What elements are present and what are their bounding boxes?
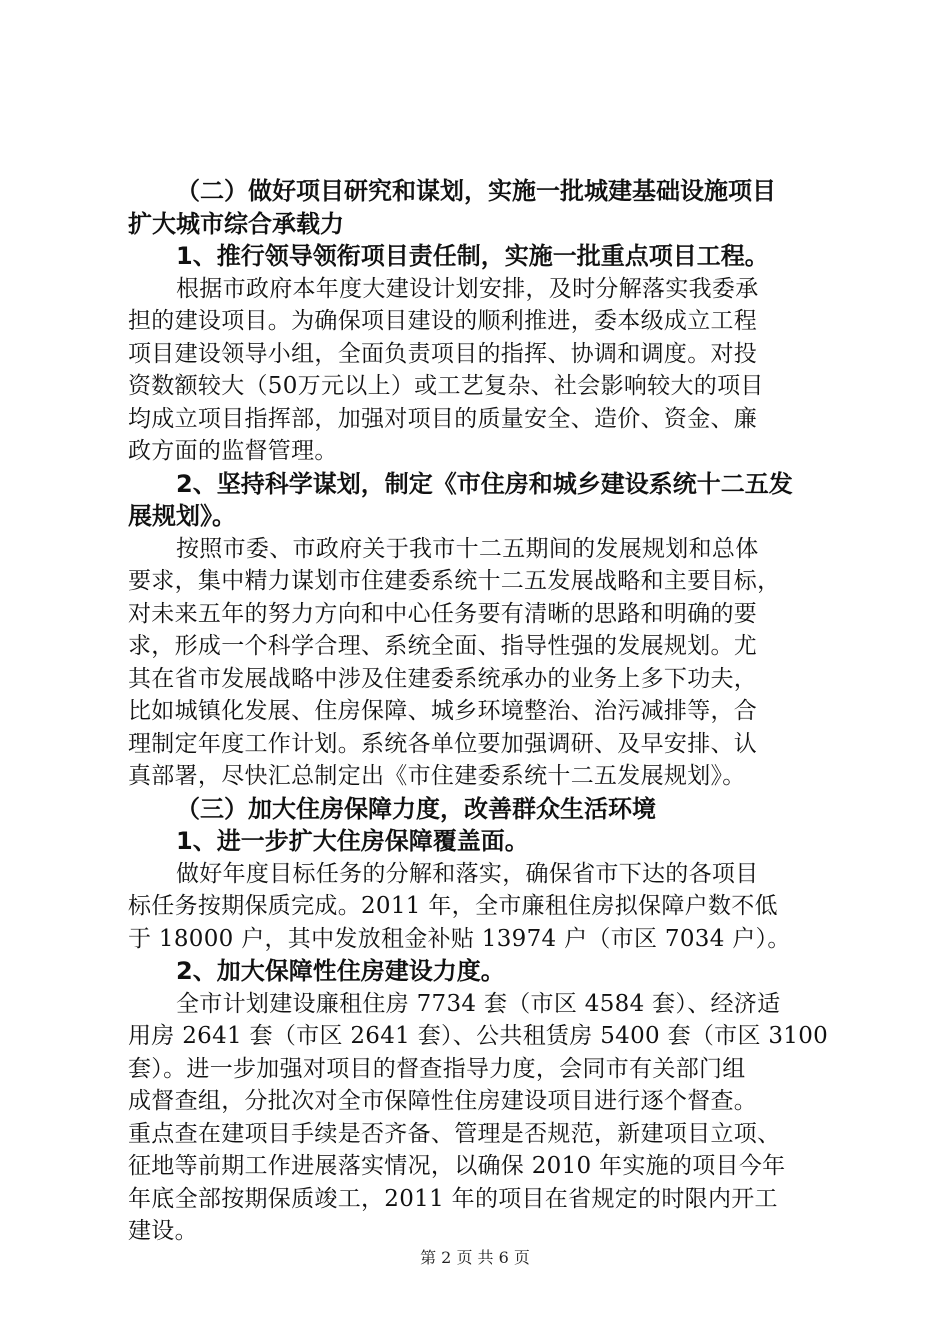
section-heading-line: 1、进一步扩大住房保障覆盖面。 bbox=[176, 827, 529, 855]
section-heading-line: 扩大城市综合承载力 bbox=[128, 209, 344, 238]
paragraph-line: 套）。进一步加强对项目的督查指导力度，会同市有关部门组 bbox=[128, 1055, 746, 1082]
paragraph-line: 政方面的监督管理。 bbox=[128, 438, 338, 464]
paragraph-line: 理制定年度工作计划。系统各单位要加强调研、及早安排、认 bbox=[128, 730, 758, 757]
paragraph-line: 担的建设项目。为确保项目建设的顺利推进，委本级成立工程 bbox=[128, 308, 758, 334]
paragraph-line: 做好年度目标任务的分解和落实，确保省市下达的各项目 bbox=[176, 860, 759, 887]
paragraph-line: 对未来五年的努力方向和中心任务要有清晰的思路和明确的要 bbox=[128, 600, 758, 627]
paragraph-line: 比如城镇化发展、住房保障、城乡环境整治、治污减排等，合 bbox=[128, 698, 758, 724]
section-heading-line: 2、加大保障性住房建设力度。 bbox=[176, 957, 505, 985]
section-heading-line: （三）加大住房保障力度，改善群众生活环境 bbox=[176, 794, 656, 823]
paragraph-line: 年底全部按期保质竣工，2011 年的项目在省规定的时限内开工 bbox=[128, 1185, 778, 1212]
section-heading-line: （二）做好项目研究和谋划，实施一批城建基础设施项目 bbox=[176, 177, 776, 205]
paragraph-line: 重点查在建项目手续是否齐备、管理是否规范，新建项目立项、 bbox=[128, 1120, 781, 1147]
page-footer: 第 2 页 共 6 页 bbox=[420, 1248, 530, 1267]
section-heading-line: 展规划》。 bbox=[128, 502, 236, 530]
paragraph-line: 真部署，尽快汇总制定出《市住建委系统十二五发展规划》。 bbox=[128, 763, 746, 789]
paragraph-line: 根据市政府本年度大建设计划安排，及时分解落实我委承 bbox=[176, 275, 759, 302]
paragraph-line: 全市计划建设廉租住房 7734 套（市区 4584 套）、经济适 bbox=[176, 990, 781, 1017]
paragraph-line: 建设。 bbox=[128, 1218, 198, 1244]
paragraph-line: 标任务按期保质完成。2011 年，全市廉租住房拟保障户数不低 bbox=[128, 893, 778, 919]
paragraph-line: 要求，集中精力谋划市住建委系统十二五发展战略和主要目标， bbox=[128, 568, 781, 594]
section-heading-line: 2、坚持科学谋划，制定《市住房和城乡建设系统十二五发 bbox=[176, 469, 793, 498]
document-body bbox=[128, 175, 834, 1248]
paragraph-line: 求，形成一个科学合理、系统全面、指导性强的发展规划。尤 bbox=[128, 633, 758, 659]
paragraph-line: 于 18000 户，其中发放租金补贴 13974 户（市区 7034 户）。 bbox=[128, 925, 791, 952]
paragraph-line: 其在省市发展战略中涉及住建委系统承办的业务上多下功夫， bbox=[128, 665, 758, 692]
paragraph-line: 项目建设领导小组，全面负责项目的指挥、协调和调度。对投 bbox=[128, 340, 758, 367]
paragraph-line: 成督查组，分批次对全市保障性住房建设项目进行逐个督查。 bbox=[128, 1088, 758, 1114]
paragraph-line: 按照市委、市政府关于我市十二五期间的发展规划和总体 bbox=[176, 535, 759, 562]
paragraph-line: 均成立项目指挥部，加强对项目的质量安全、造价、资金、廉 bbox=[128, 405, 758, 432]
section-heading-line: 1、推行领导领衔项目责任制，实施一批重点项目工程。 bbox=[176, 242, 769, 270]
paragraph-line: 资数额较大（50万元以上）或工艺复杂、社会影响较大的项目 bbox=[128, 373, 764, 399]
paragraph-line: 用房 2641 套（市区 2641 套）、公共租赁房 5400 套（市区 3100 bbox=[128, 1023, 829, 1049]
paragraph-line: 征地等前期工作进展落实情况，以确保 2010 年实施的项目今年 bbox=[128, 1153, 786, 1179]
